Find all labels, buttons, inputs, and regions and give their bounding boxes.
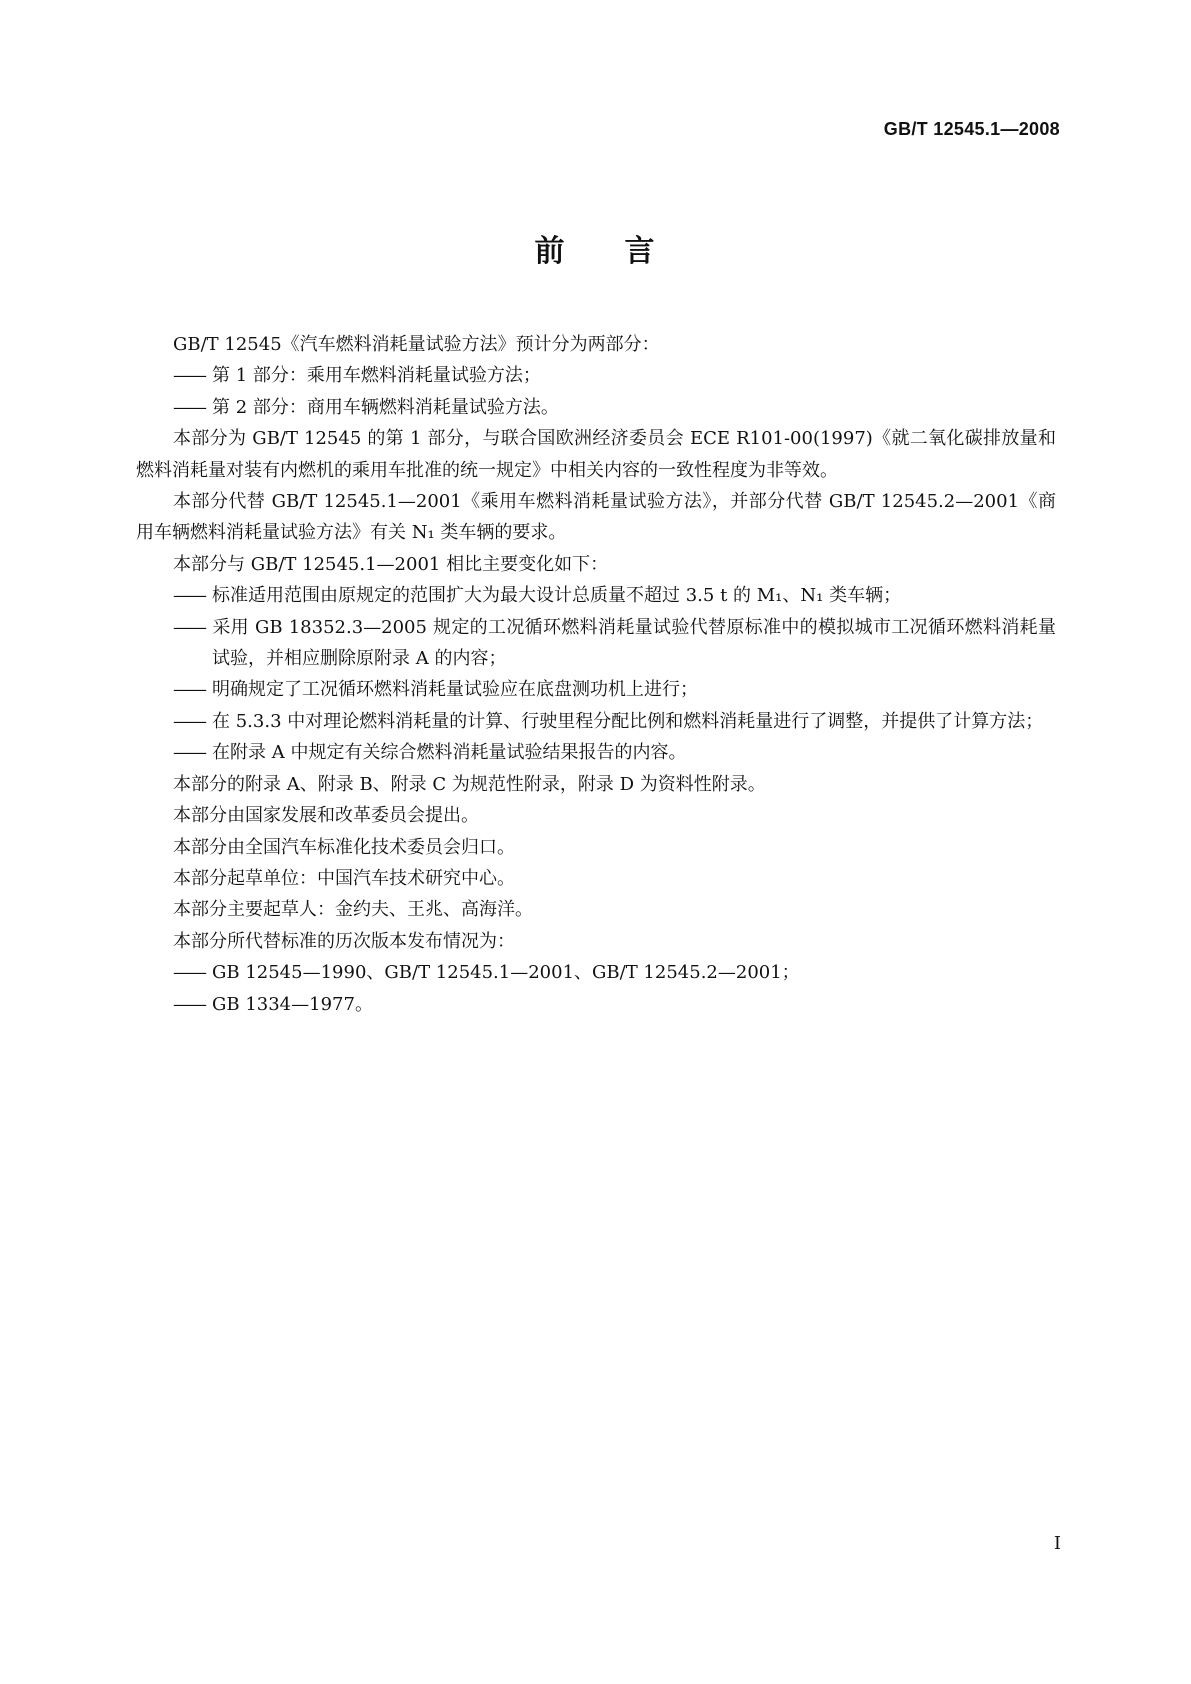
paragraph: 本部分由国家发展和改革委员会提出。 bbox=[173, 805, 479, 827]
list-item: —— GB 1334—1977。 bbox=[136, 989, 1056, 1020]
dash-mark: —— bbox=[173, 396, 205, 418]
paragraph: 本部分为 GB/T 12545 的第 1 部分，与联合国欧洲经济委员会 ECE R101-00(1997)《就二氧化碳排放量和燃料消耗量对装有内燃机的乘用车批准的统一规定》中相关内容的一致性程度为非等效。 bbox=[136, 428, 1056, 481]
paragraph: 本部分的附录 A、附录 B、附录 C 为规范性附录，附录 D 为资料性附录。 bbox=[173, 773, 766, 795]
page-title bbox=[0, 226, 1191, 270]
list-item: —— 在 5.3.3 中对理论燃料消耗量的计算、行驶里程分配比例和燃料消耗量进行了调整，并提供了计算方法； bbox=[136, 706, 1056, 737]
dash-mark: —— bbox=[173, 710, 205, 732]
paragraph: 本部分起草单位：中国汽车技术研究中心。 bbox=[173, 867, 515, 889]
dash-mark: —— bbox=[173, 365, 205, 387]
dash-mark: —— bbox=[173, 616, 205, 638]
list-item: —— 明确规定了工况循环燃料消耗量试验应在底盘测功机上进行； bbox=[136, 674, 1056, 705]
paragraph: 本部分主要起草人：金约夫、王兆、高海洋。 bbox=[173, 899, 533, 921]
page-number: I bbox=[1053, 1533, 1061, 1554]
paragraph: 本部分所代替标准的历次版本发布情况为： bbox=[173, 930, 515, 952]
list-item: —— GB 12545—1990、GB/T 12545.1—2001、GB/T 12545.2—2001； bbox=[136, 957, 1056, 988]
paragraph: GB/T 12545《汽车燃料消耗量试验方法》预计分为两部分： bbox=[173, 334, 660, 355]
list-item: —— 采用 GB 18352.3—2005 规定的工况循环燃料消耗量试验代替原标准中的模拟城市工况循环燃料消耗量试验，并相应删除原附录 A 的内容； bbox=[136, 612, 1056, 675]
list-item: —— 第 2 部分：商用车辆燃料消耗量试验方法。 bbox=[136, 392, 1056, 423]
list-item: —— 第 1 部分：乘用车燃料消耗量试验方法； bbox=[136, 360, 1056, 391]
dash-mark: —— bbox=[173, 962, 205, 984]
dash-mark: —— bbox=[173, 679, 205, 701]
dash-mark: —— bbox=[173, 993, 205, 1015]
list-item: —— 标准适用范围由原规定的范围扩大为最大设计总质量不超过 3.5 t 的 M₁、N₁ 类车辆； bbox=[136, 580, 1056, 611]
dash-mark: —— bbox=[173, 585, 205, 607]
paragraph: 本部分代替 GB/T 12545.1—2001《乘用车燃料消耗量试验方法》，并部分代替 GB/T 12545.2—2001《商用车辆燃料消耗量试验方法》有关 N₁ 类车辆的要求。 bbox=[136, 491, 1056, 544]
list-item: —— 在附录 A 中规定有关综合燃料消耗量试验结果报告的内容。 bbox=[136, 737, 1056, 768]
title-char-1: 前 bbox=[534, 234, 567, 269]
document-body bbox=[136, 329, 1056, 1020]
title-char-2: 言 bbox=[624, 234, 657, 269]
standard-code: GB/T 12545.1—2008 bbox=[883, 119, 1060, 139]
paragraph: 本部分与 GB/T 12545.1—2001 相比主要变化如下： bbox=[173, 553, 609, 575]
paragraph: 本部分由全国汽车标准化技术委员会归口。 bbox=[173, 836, 515, 858]
dash-mark: —— bbox=[173, 742, 205, 764]
